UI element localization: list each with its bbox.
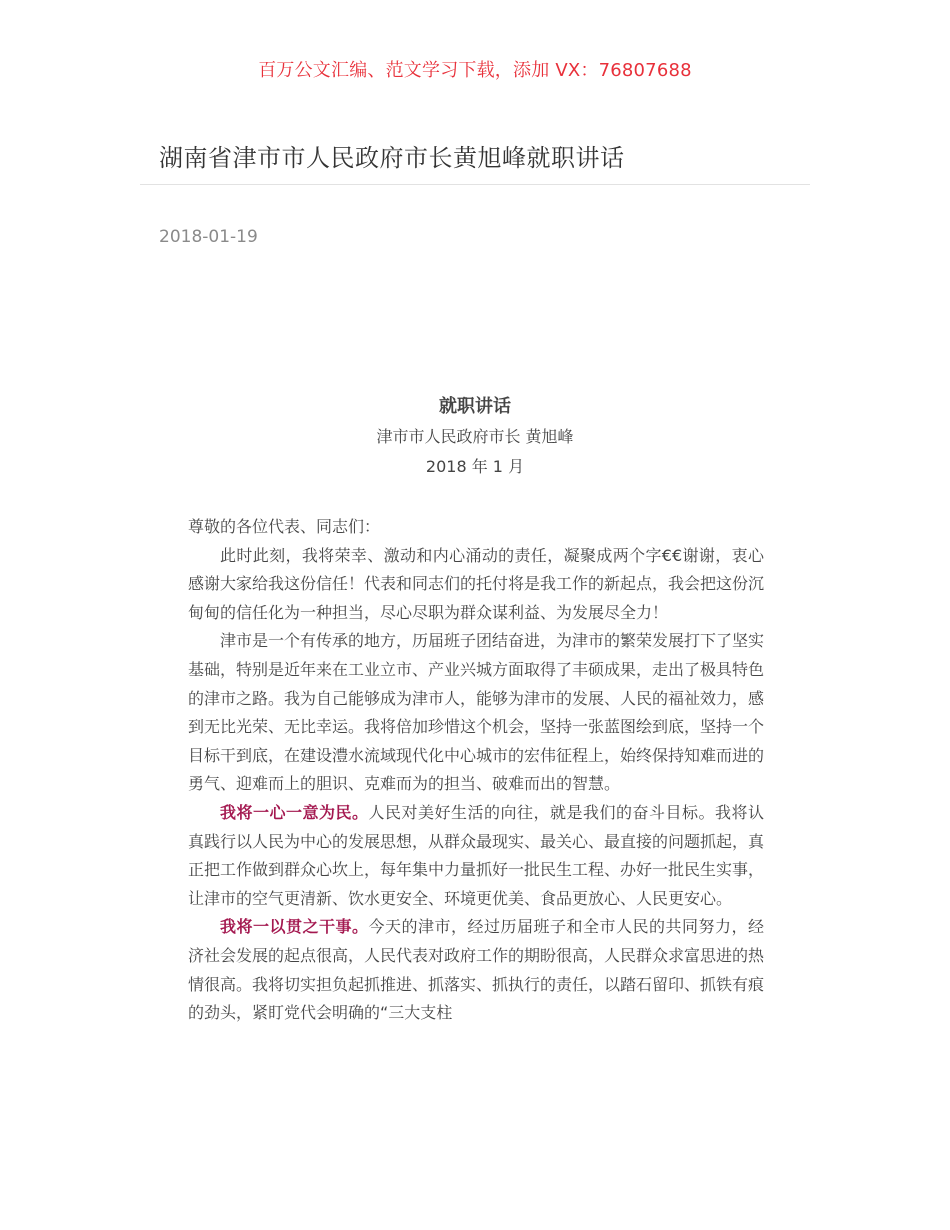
paragraph-text: 津市是一个有传承的地方，历届班子团结奋进，为津市的繁荣发展打下了坚实基础，特别是近年来在工业立市、产业兴城方面取得了丰硕成果，走出了极具特色的津市之路。我为自己能够成为津市人，能够为津市的发展、人民的福祉效力，感到无比光荣、无比幸运。我将倍加珍惜这个机会，坚持一张蓝图绘到底，坚持一个目标干到底，在建设澧水流域现代化中心城市的宏伟征程上，始终保持知难而进的勇气、迎难而上的胆识、克难而为的担当、破难而出的智慧。	[188, 631, 765, 794]
speech-header	[0, 392, 950, 482]
speech-byline: 津市市人民政府市长 黄旭峰	[376, 427, 574, 446]
title-divider	[140, 184, 810, 185]
paragraph-text: 人民对美好生活的向往，就是我们的奋斗目标。我将认真践行以人民为中心的发展思想，从群众最现实、最关心、最直接的问题抓起，真正把工作做到群众心坎上，每年集中力量抓好一批民生工程、办好一批民生实事，让津市的空气更清新、饮水更安全、环境更优美、食品更放心、人民更安心。	[188, 802, 765, 908]
speech-body	[188, 513, 764, 1028]
paragraph	[188, 627, 764, 799]
speech-title: 就职讲话	[439, 396, 511, 417]
salutation: 尊敬的各位代表、同志们：	[188, 517, 381, 536]
publish-date: 2018-01-19	[159, 227, 258, 247]
paragraph	[188, 913, 764, 1027]
article-title: 湖南省津市市人民政府市长黄旭峰就职讲话	[159, 144, 625, 172]
paragraph	[188, 542, 764, 628]
paragraph-text: 今天的津市，经过历届班子和全市人民的共同努力，经济社会发展的起点很高，人民代表对政府工作的期盼很高，人民群众求富思进的热情很高。我将切实担负起抓推进、抓落实、抓执行的责任，以踏石留印、抓铁有痕的劲头，紧盯党代会明确的“三大支柱	[188, 917, 765, 1023]
paragraph-highlight: 我将一心一意为民。	[220, 802, 369, 822]
speech-date: 2018 年 1 月	[425, 457, 525, 476]
promo-banner: 百万公文汇编、范文学习下载，添加 VX：76807688	[258, 60, 692, 81]
paragraph-highlight: 我将一以贯之干事。	[220, 917, 369, 937]
paragraph	[188, 799, 764, 913]
paragraph-text: 此时此刻，我将荣幸、激动和内心涌动的责任，凝聚成两个字€€谢谢，衷心感谢大家给我这份信任！代表和同志们的托付将是我工作的新起点，我会把这份沉甸甸的信任化为一种担当，尽心尽职为群众谋利益、为发展尽全力！	[188, 545, 765, 622]
